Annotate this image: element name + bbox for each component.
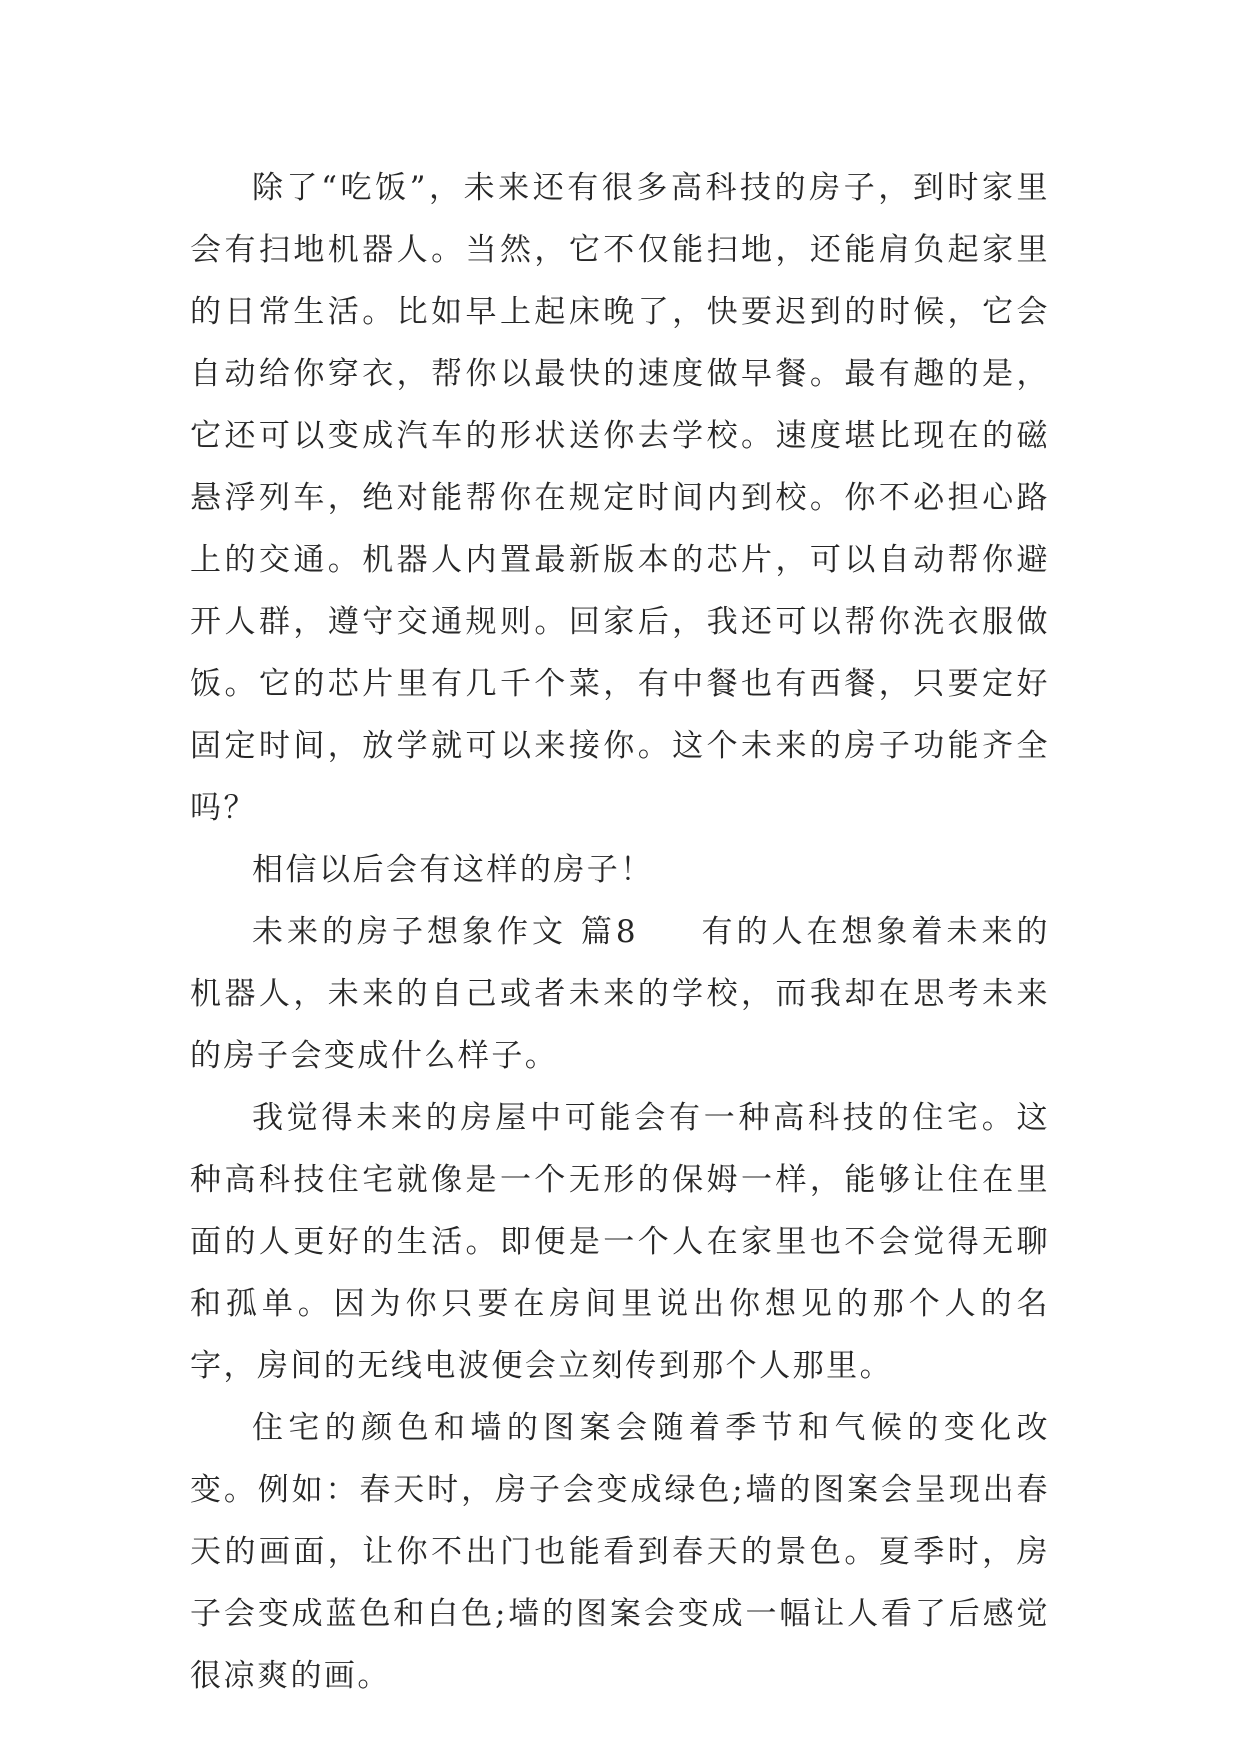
section-first-paragraph: 有的人在想象着未来的机器人，未来的自己或者未来的学校，而我却在思考未来的房子会变成什么样子。 xyxy=(190,914,1050,1074)
paragraph-section-8 xyxy=(190,901,1050,1087)
paragraph-hightech-home: 我觉得未来的房屋中可能会有一种高科技的住宅。这种高科技住宅就像是一个无形的保姆一样，能够让住在里面的人更好的生活。即便是一个人在家里也不会觉得无聊和孤单。因为你只要在房间里说出你想见的那个人的名字，房间的无线电波便会立刻传到那个人那里。 xyxy=(190,1100,1050,1384)
paragraph-seasons: 住宅的颜色和墙的图案会随着季节和气候的变化改变。例如：春天时，房子会变成绿色;墙的图案会呈现出春天的画面，让你不出门也能看到春天的景色。夏季时，房子会变成蓝色和白色;墙的图案会变成一幅让人看了后感觉很凉爽的画。 xyxy=(190,1410,1050,1694)
document-body xyxy=(190,157,1050,1707)
paragraph-believe: 相信以后会有这样的房子！ xyxy=(252,852,654,888)
paragraph-robot-house: 除了“吃饭”，未来还有很多高科技的房子，到时家里会有扫地机器人。当然，它不仅能扫地，还能肩负起家里的日常生活。比如早上起床晚了，快要迟到的时候，它会自动给你穿衣，帮你以最快的速度做早餐。最有趣的是，它还可以变成汽车的形状送你去学校。速度堪比现在的磁悬浮列车，绝对能帮你在规定时间内到校。你不必担心路上的交通。机器人内置最新版本的芯片，可以自动帮你避开人群，遵守交通规则。回家后，我还可以帮你洗衣服做饭。它的芯片里有几千个菜，有中餐也有西餐，只要定好固定时间，放学就可以来接你。这个未来的房子功能齐全吗？ xyxy=(190,170,1050,826)
section-heading: 未来的房子想象作文 篇8 xyxy=(252,914,639,950)
